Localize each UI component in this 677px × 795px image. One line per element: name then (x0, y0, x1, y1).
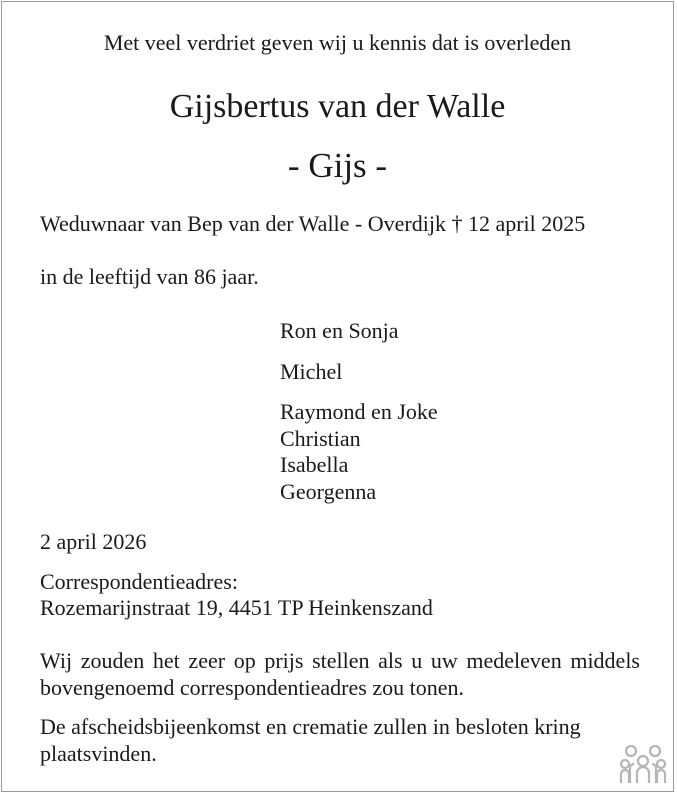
spouse-line: Weduwnaar van Bep van der Walle - Overdijk † 12 april 2025 (40, 211, 586, 236)
family-member: Christian (280, 425, 361, 451)
people-group-icon (617, 741, 669, 785)
farewell-paragraph: De afscheidsbijeenkomst en crematie zullen in besloten kring plaatsvinden. (40, 714, 581, 766)
age-line: in de leeftijd van 86 jaar. (40, 264, 259, 289)
family-group-1: Ron en Sonja (280, 318, 399, 343)
deceased-name: Gijsbertus van der Walle (169, 88, 506, 125)
request-paragraph: Wij zouden het zeer op prijs stellen als u uw medeleven middels bovengenoemd correspondentieadres zou tonen. (40, 648, 640, 700)
correspondence-address: Rozemarijnstraat 19, 4451 TP Heinkenszand (40, 595, 433, 620)
family-member: Isabella (280, 452, 349, 477)
obituary-card (1, 1, 674, 792)
family-member: Georgenna (280, 478, 377, 504)
family-group-2: Michel (280, 358, 343, 384)
family-list (280, 318, 438, 505)
family-member: Raymond en Joke (280, 399, 438, 424)
deceased-nickname: - Gijs - (287, 146, 388, 185)
intro-line: Met veel verdriet geven wij u kennis dat is overleden (103, 30, 572, 55)
notice-date: 2 april 2026 (40, 529, 147, 554)
correspondence-label: Correspondentieadres: (40, 569, 238, 594)
